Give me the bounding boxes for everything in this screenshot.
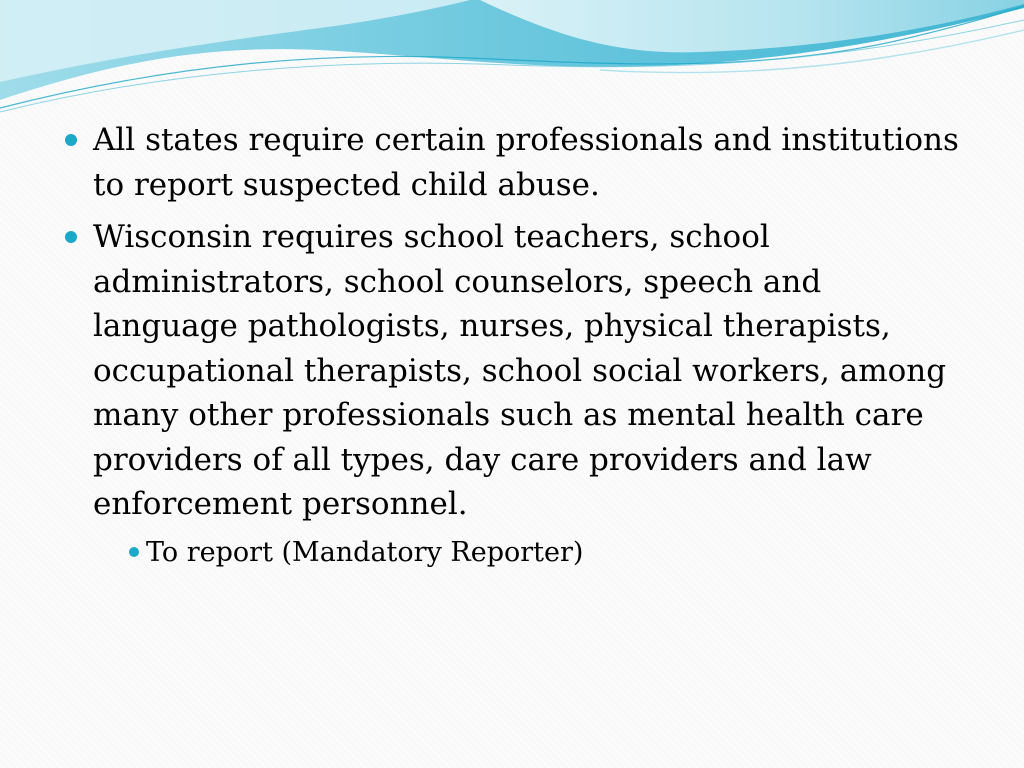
- bullet-text: All states require certain professionals and institutions to report suspected child abuse.: [93, 122, 959, 203]
- bullet-dot-icon: [129, 547, 139, 557]
- bullet-text: Wisconsin requires school teachers, school administrators, school counselors, speech and language pathologists, nurses, physical therapists, occupational therapists, school social workers, among many other professionals such as mental health care providers of all types, day care providers and law enforcement personnel.: [93, 219, 947, 522]
- sub-bullet-text: To report (Mandatory Reporter): [146, 536, 584, 568]
- bullet-dot-icon: [65, 231, 77, 243]
- slide-content: [60, 118, 970, 571]
- bullet-item: [60, 215, 970, 527]
- sub-bullet-item: [133, 535, 970, 571]
- bullet-item: [60, 118, 970, 207]
- bullet-dot-icon: [65, 134, 77, 146]
- header-wave-decoration: [0, 0, 1024, 120]
